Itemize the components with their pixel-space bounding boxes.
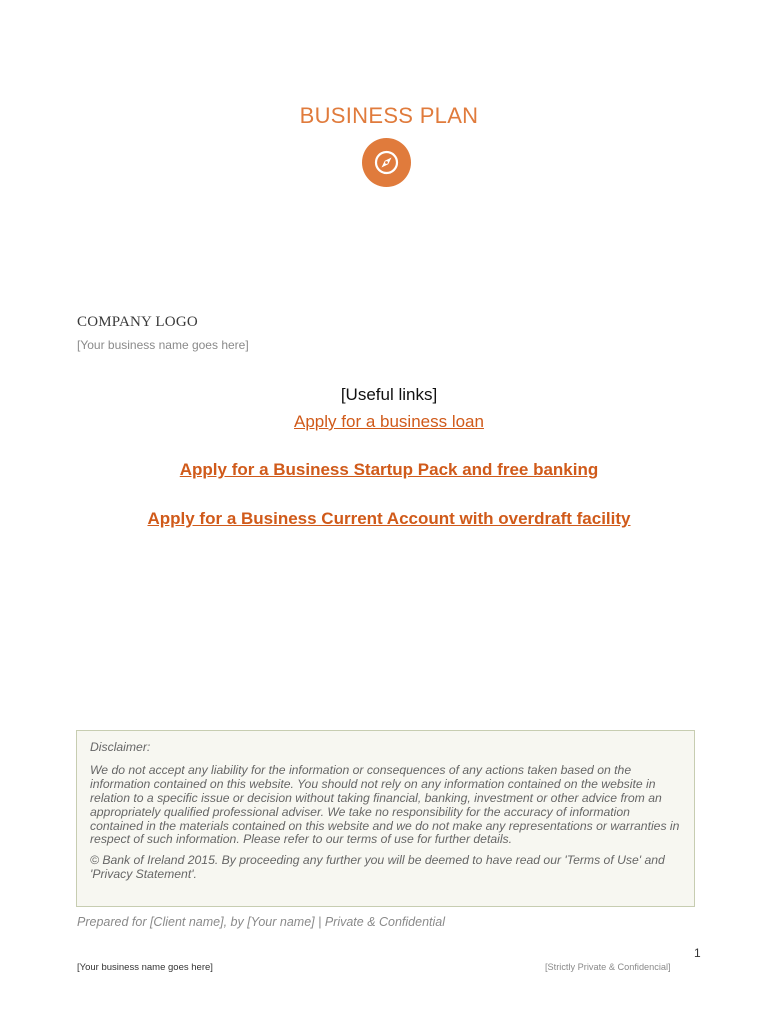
- document-title: BUSINESS PLAN: [299, 103, 479, 128]
- startup-pack-link[interactable]: Apply for a Business Startup Pack and free banking: [179, 460, 599, 479]
- company-logo-label: COMPANY LOGO: [77, 314, 198, 330]
- current-account-link[interactable]: Apply for a Business Current Account with overdraft facility: [147, 509, 631, 528]
- disclaimer-body: We do not accept any liability for the information or consequences of any actions taken based on the information contained on this website. You should not rely on any information contained on the website in relation to a specific issue or decision without taking financial, banking, investment or other advice from an appropriately qualified professional adviser. We take no responsibility for the accuracy of information contained in the materials contained on this website and we do not make any representations or warranties in respect of such information. Please refer to our terms of use for further details.: [90, 762, 680, 847]
- disclaimer-box: [76, 730, 695, 907]
- compass-icon: [362, 138, 411, 187]
- page-number: 1: [694, 946, 701, 960]
- business-loan-link[interactable]: Apply for a business loan: [294, 412, 484, 431]
- business-name-placeholder: [Your business name goes here]: [77, 338, 249, 352]
- footer-confidential-note: [Strictly Private & Confidencial]: [545, 962, 671, 972]
- useful-links-heading: [Useful links]: [340, 385, 438, 404]
- footer-business-name: [Your business name goes here]: [77, 962, 213, 973]
- disclaimer-copyright: © Bank of Ireland 2015. By proceeding any further you will be deemed to have read our 'Terms of Use' and 'Privacy Statement'.: [90, 853, 665, 882]
- disclaimer-heading: Disclaimer:: [90, 740, 151, 754]
- prepared-for-line: Prepared for [Client name], by [Your name] | Private & Confidential: [77, 915, 446, 929]
